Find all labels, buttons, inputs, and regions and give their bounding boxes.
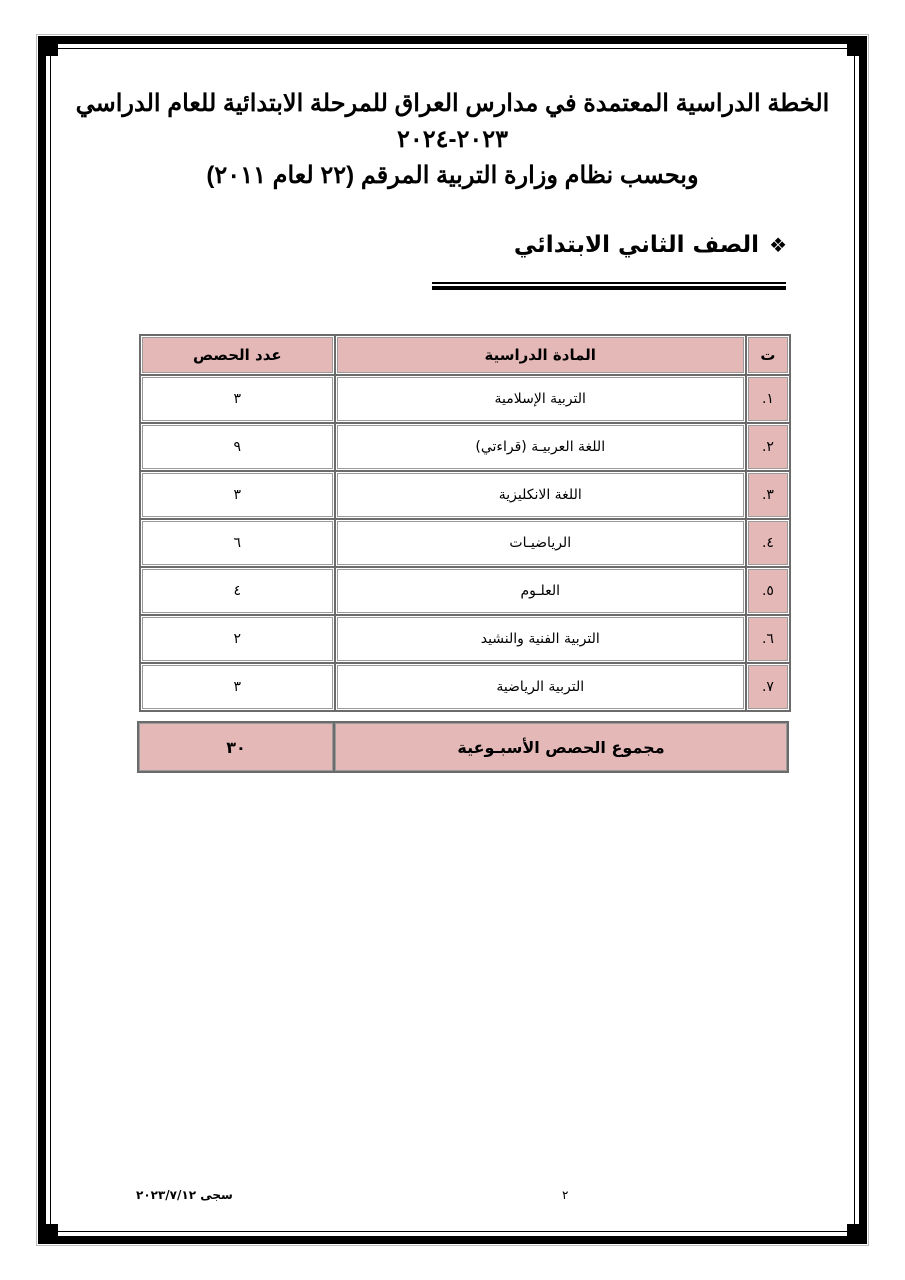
row-number: ٣. xyxy=(747,472,789,518)
row-number: ٥. xyxy=(747,568,789,614)
row-subject: التربية الرياضية xyxy=(336,664,745,710)
footer-date-author: سجى ٢٠٢٣/٧/١٢ xyxy=(136,1188,233,1202)
row-number: ٢. xyxy=(747,424,789,470)
row-number: ١. xyxy=(747,376,789,422)
total-value: ٣٠ xyxy=(139,723,333,771)
page-number: ٢ xyxy=(562,1188,569,1202)
row-subject: الرياضيـات xyxy=(336,520,745,566)
row-periods: ٣ xyxy=(141,664,334,710)
header-subject: المادة الدراسية xyxy=(336,336,745,374)
row-subject: اللغة العربيـة (قراءتي) xyxy=(336,424,745,470)
row-number: ٤. xyxy=(747,520,789,566)
row-periods: ٣ xyxy=(141,472,334,518)
table-row xyxy=(141,616,789,662)
row-periods: ٩ xyxy=(141,424,334,470)
title-line-1: الخطة الدراسية المعتمدة في مدارس العراق للمرحلة الابتدائية للعام الدراسي xyxy=(75,90,830,117)
header-number: ت xyxy=(747,336,789,374)
table-row xyxy=(141,424,789,470)
table-row xyxy=(141,664,789,710)
header-periods: عدد الحصص xyxy=(141,336,334,374)
row-number: ٧. xyxy=(747,664,789,710)
border-corner xyxy=(44,1224,58,1238)
table-header-row xyxy=(141,336,789,374)
row-subject: التربية الفنية والنشيد xyxy=(336,616,745,662)
title-regulation: وبحسب نظام وزارة التربية المرقم (٢٢ لعام ٢٠١١) xyxy=(206,162,699,189)
row-number: ٦. xyxy=(747,616,789,662)
border-corner xyxy=(44,42,58,56)
border-corner xyxy=(847,42,861,56)
weekly-total-table xyxy=(137,721,789,773)
document-title xyxy=(70,86,835,194)
table-row xyxy=(141,520,789,566)
heading-underline-thin xyxy=(432,282,786,284)
row-periods: ٢ xyxy=(141,616,334,662)
row-periods: ٦ xyxy=(141,520,334,566)
border-corner xyxy=(847,1224,861,1238)
title-academic-year: ٢٠٢٣-٢٠٢٤ xyxy=(396,126,509,153)
row-subject: اللغة الانكليزية xyxy=(336,472,745,518)
row-subject: التربية الإسلامية xyxy=(336,376,745,422)
diamond-bullet-icon: ❖ xyxy=(769,233,787,257)
table-row xyxy=(141,472,789,518)
total-label: مجموع الحصص الأسبـوعية xyxy=(335,723,787,771)
row-periods: ٤ xyxy=(141,568,334,614)
heading-underline-thick xyxy=(432,286,786,290)
table-row xyxy=(141,568,789,614)
row-subject: العلـوم xyxy=(336,568,745,614)
grade-heading: الصف الثاني الابتدائي xyxy=(513,232,760,258)
total-row xyxy=(139,723,787,771)
section-heading xyxy=(514,232,787,258)
row-periods: ٣ xyxy=(141,376,334,422)
table-row xyxy=(141,376,789,422)
study-plan-table xyxy=(139,334,791,712)
